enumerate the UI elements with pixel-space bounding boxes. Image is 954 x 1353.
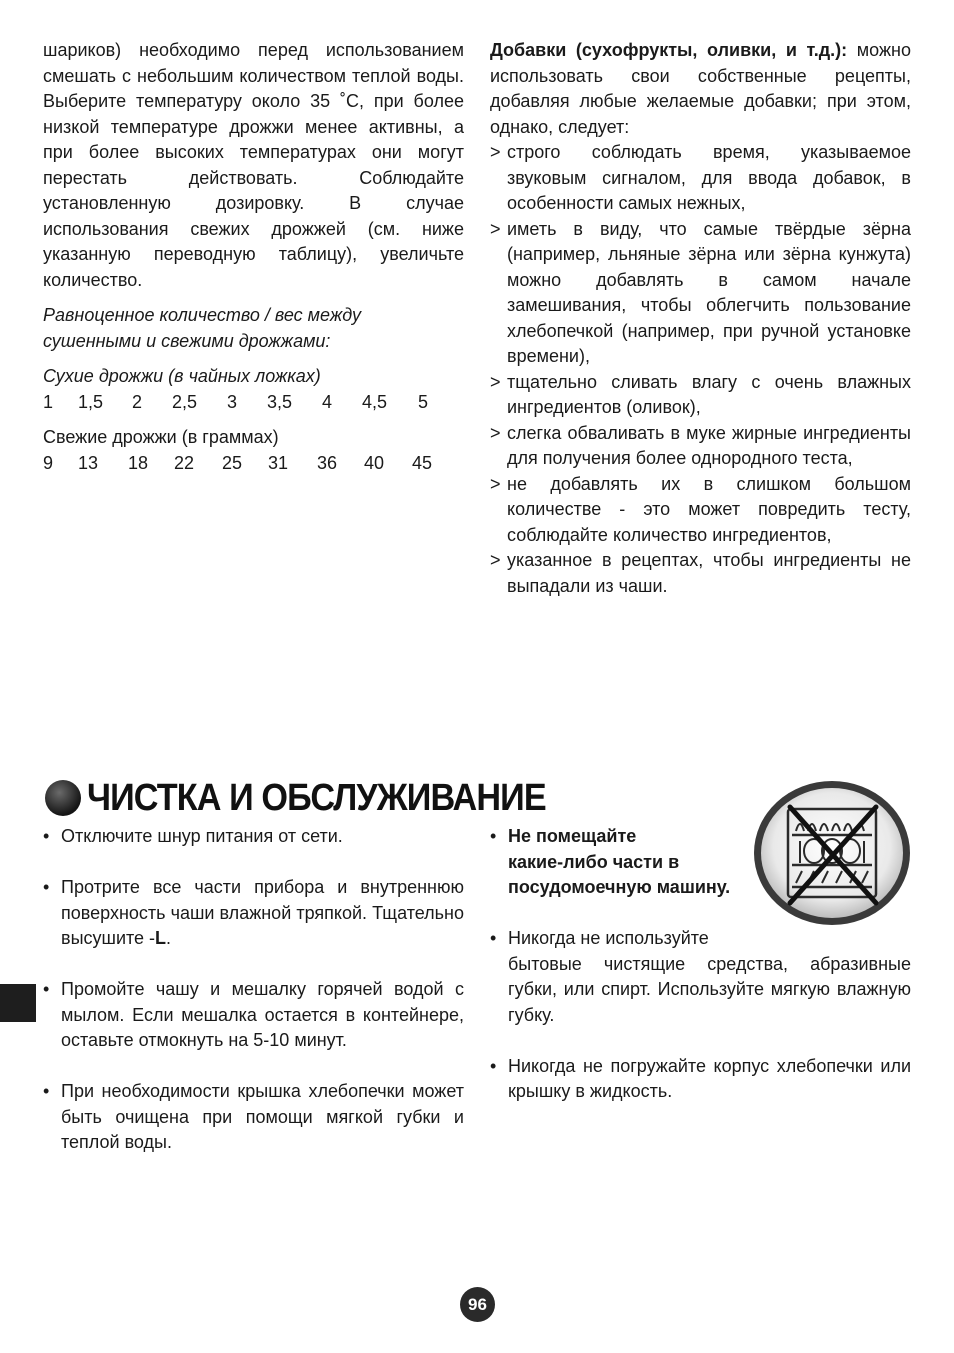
cleaning-item-text-end: .	[166, 928, 172, 948]
warning-line: Не помещайте	[508, 826, 637, 846]
additive-rule	[490, 548, 911, 599]
arrow-marker: >	[490, 371, 501, 392]
additive-rule-text: строго соблюдать время, указываемое звуковым сигналом, для ввода добавок, в особенности самых нежных,	[507, 142, 911, 213]
dry-value: 5	[418, 391, 429, 412]
cleaning-item	[490, 926, 911, 1028]
additive-rule-text: иметь в виду, что самые твёрдые зёрна (например, льняные зёрна или зёрна кунжута) можно добавлять в самом начале замешивания, чтобы облегчить пользование хлебопечкой (например, при ручной установке времени),	[507, 218, 911, 366]
fresh-value: 45	[412, 452, 433, 473]
arrow-marker: >	[490, 473, 501, 494]
page-number: 96	[460, 1287, 495, 1322]
cleaning-item	[43, 977, 464, 1054]
arrow-marker: >	[490, 422, 501, 443]
bullet: •	[43, 1081, 50, 1101]
additive-rule	[490, 421, 911, 472]
cleaning-item-first-line: Никогда не используйте	[508, 928, 709, 948]
additives-intro: можно использовать свои собственные рецепты, добавляя любые желаемые добавки; при этом, однако, следует:	[490, 40, 911, 137]
fresh-value: 31	[268, 452, 289, 473]
fresh-yeast-label: Свежие дрожжи (в граммах)	[43, 427, 279, 447]
cleaning-item-text: Отключите шнур питания от сети.	[61, 826, 343, 846]
arrow-marker: >	[490, 218, 501, 239]
fresh-value: 13	[78, 452, 99, 473]
additive-rule-text: слегка обваливать в муке жирные ингредиенты для получения более однородного теста,	[507, 422, 911, 468]
black-circle-icon	[45, 780, 81, 816]
cleaning-item	[43, 875, 464, 952]
dry-value: 4	[322, 391, 333, 412]
cleaning-item	[43, 1079, 464, 1156]
additive-rule-text: не добавлять их в слишком большом количестве - это может повредить тесту, соблюдайте количество ингредиентов,	[507, 473, 911, 545]
arrow-marker: >	[490, 142, 501, 162]
dry-value: 1	[43, 391, 54, 412]
cleaning-item	[490, 1054, 911, 1105]
fresh-value: 9	[43, 452, 54, 473]
dry-value: 3,5	[267, 391, 293, 412]
bullet: •	[43, 826, 50, 846]
arrow-marker: >	[490, 550, 501, 570]
bullet: •	[490, 1055, 497, 1076]
bullet: •	[43, 979, 50, 999]
figure-letter: L	[155, 928, 167, 948]
bullet: •	[43, 877, 50, 897]
fresh-value: 25	[222, 452, 243, 473]
warning-line: посудомоечную машину.	[508, 877, 731, 897]
additives-block	[490, 38, 911, 140]
cleaning-left-list	[43, 824, 464, 1156]
left-column	[43, 38, 464, 476]
yeast-paragraph: шариков) необходимо перед использованием смешать с небольшим количеством теплой воды. Выберите температуру около 35 ˚C, при более низкой температуре дрожжи менее активны, а при более высоких температурах они могут перестать действовать. Соблюдайте установленную дозировку. В случае использования свежих дрожжей (см. ниже указанную переводную таблицу), увеличьте количество.	[43, 40, 464, 290]
additives-heading: Добавки (сухофрукты, оливки, и т.д.):	[490, 40, 848, 60]
no-dishwasher-icon	[752, 779, 912, 927]
cleaning-item-text: Никогда не погружайте корпус хлебопечки или крышку в жидкость.	[508, 1055, 911, 1101]
additive-rule-text: тщательно сливать влагу с очень влажных ингредиентов (оливок),	[507, 371, 911, 417]
cleaning-item-text: При необходимости крышка хлебопечки может быть очищена при помощи мягкой губки и теплой воды.	[61, 1081, 464, 1152]
dry-yeast-values	[43, 390, 464, 416]
fresh-value: 40	[364, 452, 385, 473]
dry-value: 3	[227, 391, 238, 412]
bullet: •	[490, 928, 497, 948]
additive-rule	[490, 217, 911, 370]
side-tab-marker	[0, 984, 36, 1022]
right-column	[490, 38, 911, 599]
section-title: ЧИСТКА И ОБСЛУЖИВАНИЕ	[87, 776, 546, 819]
warning-line: какие-либо части в	[508, 851, 680, 872]
fresh-value: 18	[128, 452, 149, 473]
additive-rule	[490, 370, 911, 421]
dry-value: 2	[132, 391, 143, 412]
dry-yeast-label: Сухие дрожжи (в чайных ложках)	[43, 366, 321, 386]
dry-value: 1,5	[78, 391, 104, 412]
cleaning-item-text	[61, 875, 464, 952]
section-heading	[45, 774, 597, 822]
cleaning-item-text	[508, 926, 911, 1028]
fresh-value: 36	[317, 452, 338, 473]
dry-value: 4,5	[362, 391, 388, 412]
equivalence-heading: Равноценное количество / вес между сушенными и свежими дрожжами:	[43, 305, 361, 351]
additive-rule	[490, 472, 911, 549]
fresh-value: 22	[174, 452, 195, 473]
cleaning-item-rest: бытовые чистящие средства, абразивные губки, или спирт. Используйте мягкую влажную губку.	[508, 953, 911, 1025]
additive-rule-text: указанное в рецептах, чтобы ингредиенты не выпадали из чаши.	[507, 550, 911, 596]
cleaning-item	[43, 824, 464, 850]
cleaning-item-text: Промойте чашу и мешалку горячей водой с мылом. Если мешалка остается в контейнере, оставьте отмокнуть на 5-10 минут.	[61, 979, 464, 1050]
dry-value: 2,5	[172, 391, 198, 412]
additive-rule	[490, 140, 911, 217]
bullet: •	[490, 826, 497, 846]
fresh-yeast-values	[43, 451, 464, 477]
cleaning-item-text-main: Протрите все части прибора и внутреннюю поверхность чаши влажной тряпкой. Тщательно высушите -	[61, 877, 464, 948]
